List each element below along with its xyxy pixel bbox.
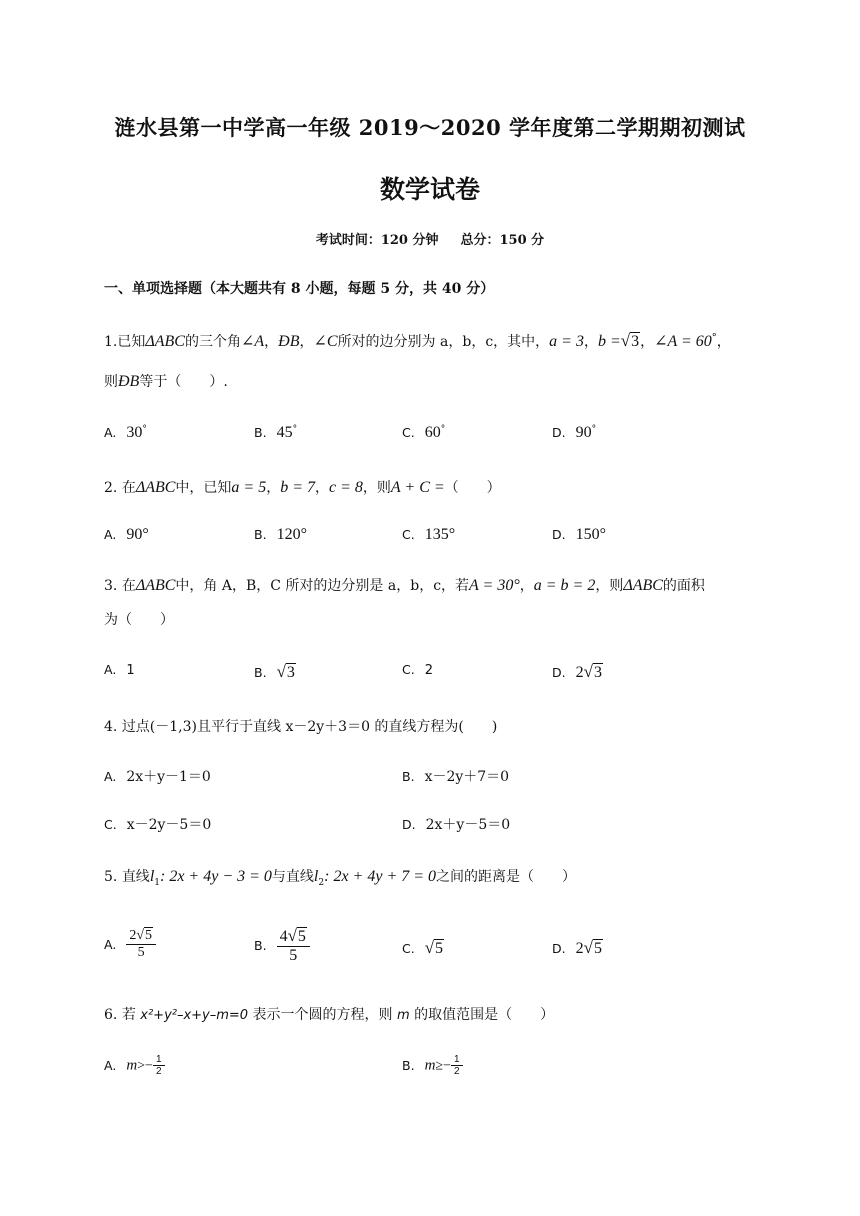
q5-option-c[interactable]: C. √5 (402, 938, 444, 957)
q4-option-d[interactable]: D. 2x＋y－5＝0 (402, 817, 511, 833)
sqrt: √3 (276, 662, 295, 681)
exam-time: 考试时间：120 分钟 (315, 233, 439, 248)
question-3-line2: 为（ ） (104, 612, 174, 628)
sqrt: √3 (620, 331, 640, 350)
question-6: 6. 若 x²+y²–x+y–m=0 表示一个圆的方程，则 m 的取值范围是（ ） (104, 1007, 555, 1023)
fraction: $\frac{4√5}{5}$ (277, 926, 310, 965)
exam-info (0, 229, 860, 248)
fraction: $\frac{2√5}{5}$ (126, 928, 156, 961)
q4-option-b[interactable]: B. x－2y＋7＝0 (402, 769, 510, 785)
q2-option-d[interactable]: D. 150° (552, 526, 607, 543)
q2-option-a[interactable]: A. 90° (104, 526, 149, 543)
question-2: 2. 在ΔABC中，已知a = 5，b = 7，c = 8，则A + C =（ ） (104, 479, 501, 496)
q5-option-d[interactable]: D. 2√5 (552, 938, 602, 957)
q4-option-c[interactable]: C. x－2y－5＝0 (104, 817, 212, 833)
q5-option-b[interactable]: B. $\frac{4√5}{5}$ (254, 926, 310, 965)
exam-title: 涟水县第一中学高一年级 2019～2020 学年度第二学期期初测试 (114, 115, 746, 140)
exam-subject-title: 数学试卷 (379, 175, 480, 204)
question-1: 1.已知ΔABC的三个角∠A，ÐB，∠C所对的边分别为 a，b，c，其中，a = 3，b =√3，∠A = 60°， (104, 331, 731, 350)
total-score: 总分：150 分 (460, 233, 545, 248)
q6-option-b[interactable]: B. m≥− $\frac{1}{2}$ (402, 1054, 463, 1077)
q3-option-a[interactable]: A. 1 (104, 662, 135, 678)
q2-option-c[interactable]: C. 135° (402, 526, 456, 543)
q3-option-d[interactable]: D. 2√3 (552, 662, 602, 681)
q1-option-a[interactable]: A. 30° (104, 424, 147, 441)
q2-option-b[interactable]: B. 120° (254, 526, 307, 543)
sqrt: √3 (583, 662, 602, 681)
question-5: 5. 直线$l_1$: 2x + 4y − 3 = 0与直线$l_2$: 2x + 4y + 7 = 0之间的距离是（ ） (104, 868, 577, 888)
fraction: $\frac{1}{2}$ (153, 1054, 165, 1077)
sqrt: √5 (583, 938, 602, 957)
q4-option-a[interactable]: A. 2x＋y－1＝0 (104, 769, 211, 785)
question-4: 4. 过点(－1,3)且平行于直线 x－2y＋3＝0 的直线方程为( ) (104, 719, 498, 735)
q3-option-b[interactable]: B. √3 (254, 662, 295, 681)
fraction: $\frac{1}{2}$ (451, 1054, 463, 1077)
q3-option-c[interactable]: C. 2 (402, 662, 433, 678)
section-heading: 一、单项选择题（本大题共有 8 小题，每题 5 分，共 40 分） (104, 281, 495, 297)
question-3: 3. 在ΔABC中，角 A，B，C 所对的边分别是 a，b，c，若A = 30°，a = b = 2，则ΔABC的面积 (104, 577, 705, 594)
sqrt: √5 (424, 938, 444, 957)
q1-option-d[interactable]: D. 90° (552, 424, 597, 441)
q1-option-b[interactable]: B. 45° (254, 424, 298, 441)
question-1-line2: 则ÐB等于（ ）. (104, 373, 228, 390)
q6-option-a[interactable]: A. m>− $\frac{1}{2}$ (104, 1054, 165, 1077)
q1-option-c[interactable]: C. 60° (402, 424, 446, 441)
q5-option-a[interactable]: A. $\frac{2√5}{5}$ (104, 928, 156, 961)
